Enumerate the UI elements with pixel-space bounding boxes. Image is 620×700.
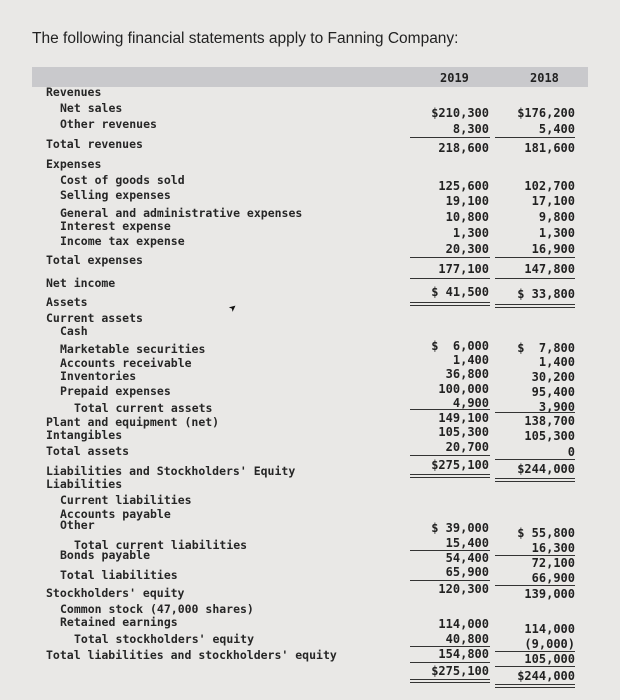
other-liabilities-label: Other: [60, 518, 95, 532]
plant-2018: 105,300: [524, 429, 575, 443]
rule: [495, 666, 575, 667]
total-equity-2018: 105,000: [524, 652, 575, 666]
intangibles-2019: 20,700: [445, 440, 489, 454]
total-current-assets-2019: 149,100: [438, 411, 489, 425]
rule: [495, 412, 575, 413]
cash-label: Cash: [60, 324, 88, 338]
tax-label: Income tax expense: [60, 234, 185, 248]
total-current-liabilities-2019: 54,400: [445, 551, 489, 565]
inventories-2019: 100,000: [438, 382, 489, 396]
total-revenues-2019: 218,600: [438, 141, 489, 155]
inventories-2018: 95,400: [531, 385, 575, 399]
net-sales-label: Net sales: [60, 101, 123, 115]
double-rule: [495, 304, 575, 308]
retained-earnings-2018: (9,000): [524, 637, 575, 651]
total-liabilities-2018: 139,000: [524, 587, 575, 601]
rule: [495, 585, 575, 586]
cogs-label: Cost of goods sold: [60, 173, 185, 187]
rule: [410, 278, 490, 279]
current-liabilities-heading: Current liabilities: [60, 493, 192, 507]
double-rule: [495, 684, 575, 688]
prepaid-2018: 3,900: [538, 400, 575, 414]
total-revenues-2018: 181,600: [524, 141, 575, 155]
total-current-assets-2018: 138,700: [524, 414, 575, 428]
selling-2018: 17,100: [531, 194, 575, 208]
selling-2019: 19,100: [445, 194, 489, 208]
net-sales-2019: $210,300: [431, 106, 489, 120]
rule: [410, 662, 490, 663]
bonds-label: Bonds payable: [60, 548, 151, 562]
accounts-payable-2018: $ 55,800: [517, 526, 575, 540]
cogs-2018: 102,700: [524, 179, 575, 193]
double-rule: [495, 478, 575, 482]
receivable-2018: 30,200: [531, 370, 575, 384]
rule: [410, 257, 490, 258]
tax-2019: 20,300: [445, 242, 489, 256]
total-le-2018: $244,000: [517, 669, 575, 683]
receivable-2019: 36,800: [445, 367, 489, 381]
common-stock-label: Common stock (47,000 shares): [60, 602, 254, 616]
total-equity-label: Total stockholders' equity: [74, 632, 255, 646]
inventories-label: Inventories: [60, 369, 137, 383]
other-liabilities-2019: 15,400: [445, 536, 489, 550]
total-le-2019: $275,100: [431, 664, 489, 678]
selling-label: Selling expenses: [60, 188, 171, 202]
total-expenses-2019: 177,100: [438, 262, 489, 276]
total-current-assets-label: Total current assets: [74, 401, 213, 415]
prepaid-label: Prepaid expenses: [60, 384, 171, 398]
total-revenues-label: Total revenues: [46, 137, 143, 151]
other-revenues-2019: 8,300: [452, 122, 489, 136]
marketable-2018: 1,400: [538, 355, 575, 369]
rule: [410, 409, 490, 410]
receivable-label: Accounts receivable: [60, 356, 192, 370]
total-liabilities-2019: 120,300: [438, 582, 489, 596]
cursor-arrow-icon: ➤: [226, 300, 242, 317]
retained-earnings-label: Retained earnings: [60, 615, 178, 629]
cash-2019: $ 6,000: [431, 339, 489, 353]
assets-heading: Assets: [46, 295, 88, 309]
common-stock-2018: 114,000: [524, 622, 575, 636]
equity-heading: Stockholders' equity: [46, 586, 185, 600]
other-liabilities-2018: 16,300: [531, 541, 575, 555]
total-assets-label: Total assets: [46, 444, 130, 458]
liabilities-heading: Liabilities: [46, 477, 123, 491]
total-expenses-label: Total expenses: [46, 253, 143, 267]
common-stock-2019: 114,000: [438, 617, 489, 631]
current-assets-heading: Current assets: [46, 311, 143, 325]
rule: [495, 459, 575, 460]
prepaid-2019: 4,900: [452, 396, 489, 410]
gna-2018: 9,800: [538, 210, 575, 224]
plant-2019: 105,300: [438, 425, 489, 439]
column-header-bar: [32, 67, 588, 87]
total-liabilities-label: Total liabilities: [60, 568, 178, 582]
gna-2019: 10,800: [445, 210, 489, 224]
total-le-label: Total liabilities and stockholders' equity: [46, 648, 337, 662]
retained-earnings-2019: 40,800: [445, 632, 489, 646]
gna-label: General and administrative expenses: [60, 206, 303, 220]
tax-2018: 16,900: [531, 242, 575, 256]
revenues-heading: Revenues: [46, 85, 102, 99]
net-sales-2018: $176,200: [517, 106, 575, 120]
double-rule: [410, 302, 490, 306]
rule: [495, 278, 575, 279]
rule: [410, 580, 490, 581]
interest-label: Interest expense: [60, 219, 171, 233]
page-title: The following financial statements apply to Fanning Company:: [32, 30, 459, 47]
liab-equity-heading: Liabilities and Stockholders' Equity: [46, 464, 296, 478]
year-2018-header: 2018: [530, 71, 559, 85]
bonds-2019: 65,900: [445, 565, 489, 579]
rule: [410, 137, 490, 138]
intangibles-label: Intangibles: [46, 428, 123, 442]
other-revenues-label: Other revenues: [60, 117, 157, 131]
other-revenues-2018: 5,400: [538, 122, 575, 136]
total-equity-2019: 154,800: [438, 647, 489, 661]
cash-2018: $ 7,800: [517, 341, 575, 355]
double-rule: [410, 679, 490, 683]
interest-2019: 1,300: [452, 226, 489, 240]
rule: [495, 137, 575, 138]
net-income-2019: $ 41,500: [431, 285, 489, 299]
total-current-liabilities-label: Total current liabilities: [74, 538, 248, 552]
total-assets-2018: $244,000: [517, 462, 575, 476]
bonds-2018: 66,900: [531, 571, 575, 585]
intangibles-2018: 0: [567, 445, 575, 459]
expenses-heading: Expenses: [46, 157, 102, 171]
year-2019-header: 2019: [440, 71, 469, 85]
marketable-2019: 1,400: [452, 353, 489, 367]
net-income-2018: $ 33,800: [517, 287, 575, 301]
marketable-label: Marketable securities: [60, 342, 206, 356]
cogs-2019: 125,600: [438, 179, 489, 193]
rule: [495, 257, 575, 258]
accounts-payable-label: Accounts payable: [60, 507, 171, 521]
interest-2018: 1,300: [538, 226, 575, 240]
rule: [410, 455, 490, 456]
total-expenses-2018: 147,800: [524, 262, 575, 276]
total-assets-2019: $275,100: [431, 458, 489, 472]
accounts-payable-2019: $ 39,000: [431, 521, 489, 535]
net-income-label: Net income: [46, 276, 116, 290]
plant-label: Plant and equipment (net): [46, 415, 220, 429]
total-current-liabilities-2018: 72,100: [531, 556, 575, 570]
double-rule: [410, 474, 490, 478]
